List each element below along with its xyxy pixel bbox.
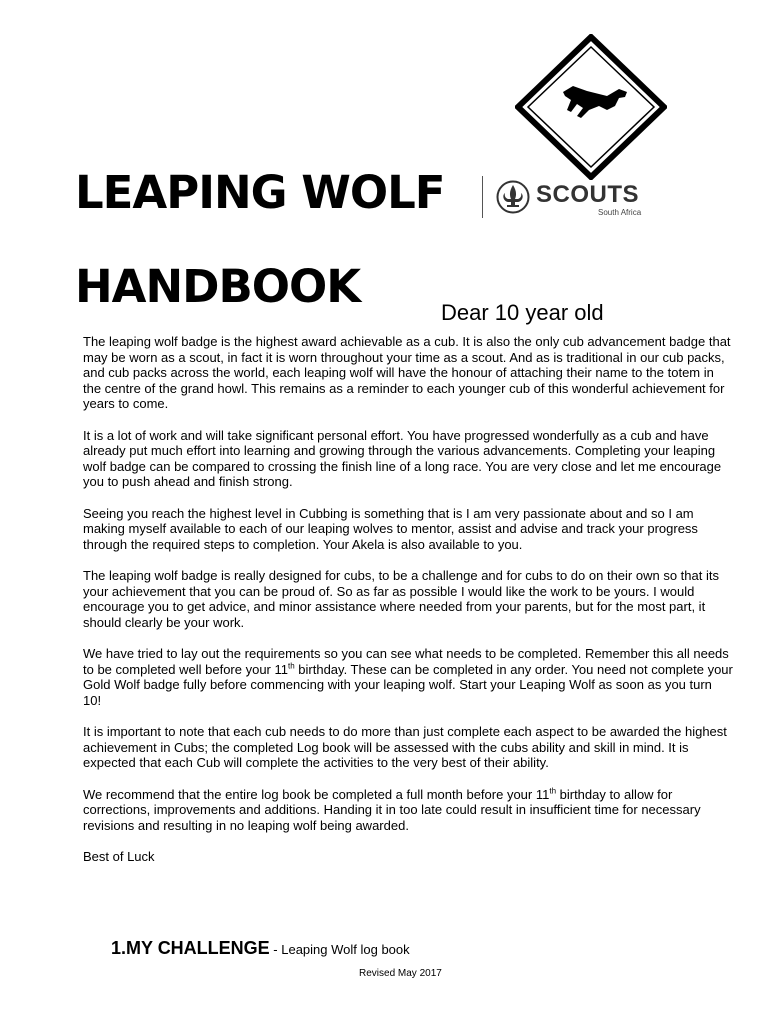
paragraph-text: birthday. These can be completed in any order. You need not complete your Gold Wolf badge fully before commencing with your leaping wolf. Start your Leaping Wolf as soon as you turn 10! (83, 661, 733, 708)
paragraph (83, 646, 733, 708)
paragraph-text: birthday to allow for corrections, improvements and additions. Handing it in too late could result in insufficient time for necessary revisions and resulting in no leaping wolf being awarded. (83, 786, 701, 833)
ordinal-suffix: th (549, 786, 557, 796)
leaping-wolf-diamond-icon (515, 34, 667, 180)
scouts-logo (482, 176, 662, 222)
logo-divider (482, 176, 483, 218)
paragraph-text: We have tried to lay out the requirements so you can see what needs to be completed. Remember this all needs to be completed well before your 11 (83, 646, 729, 677)
paragraph: It is important to note that each cub needs to do more than just complete each aspect to be awarded the highest achievement in Cubs; the completed Log book will be assessed with the cubs ability and skill in mind. It is expected that each Cub will complete the activities to the very best of their ability. (83, 724, 727, 770)
scouts-sub-label: South Africa (598, 208, 642, 217)
paragraph: It is a lot of work and will take significant personal effort. You have progressed wonderfully as a cub and have already put much effort into learning and growing through the various advancements. Completing your leaping wolf badge can be compared to crossing the finish line of a long race. You are very close and let me encourage you to push ahead and finish strong. (83, 427, 722, 489)
greeting: Dear 10 year old (441, 300, 604, 325)
closing: Best of Luck (83, 849, 155, 864)
paragraph: The leaping wolf badge is the highest award achievable as a cub. It is also the only cub advancement badge that may be worn as a scout, in fact it is worn throughout your time as a scout. And as is traditional in our cub packs, and cub packs across the world, each leaping wolf will have the honour of attaching their name to the totem in the centre of the grand howl. This remains as a reminder to each younger cub of this wonderful achievement for years to come. (83, 334, 731, 411)
footer-heading (111, 938, 410, 959)
paragraph-text: We recommend that the entire log book be completed a full month before your 11 (83, 786, 550, 802)
letter-body (83, 334, 733, 881)
section-subheading: - Leaping Wolf log book (269, 942, 410, 957)
paragraph: Seeing you reach the highest level in Cubbing is something that is I am very passionate about and so I am making myself available to each of our leaping wolves to mentor, assist and advise and track your progress through the required steps to completion. Your Akela is also available to you. (83, 505, 698, 552)
paragraph (83, 787, 733, 834)
revision-note: Revised May 2017 (359, 968, 442, 979)
ordinal-suffix: th (288, 661, 295, 671)
section-heading: 1.MY CHALLENGE (111, 938, 270, 958)
page-title-line-1: LEAPING WOLF (75, 166, 445, 219)
scouts-wordmark: SCOUTS (536, 181, 640, 208)
paragraph: The leaping wolf badge is really designed for cubs, to be a challenge and for cubs to do on their own so that its your achievement that you can be proud of. So as far as possible I would like the work to be yours. I would encourage you to get advice, and minor assistance where needed from your parents, but for the most part, it should clearly be your work. (83, 568, 719, 630)
page-title-line-2: HANDBOOK (75, 260, 361, 313)
fleur-de-lis-icon (496, 180, 530, 214)
